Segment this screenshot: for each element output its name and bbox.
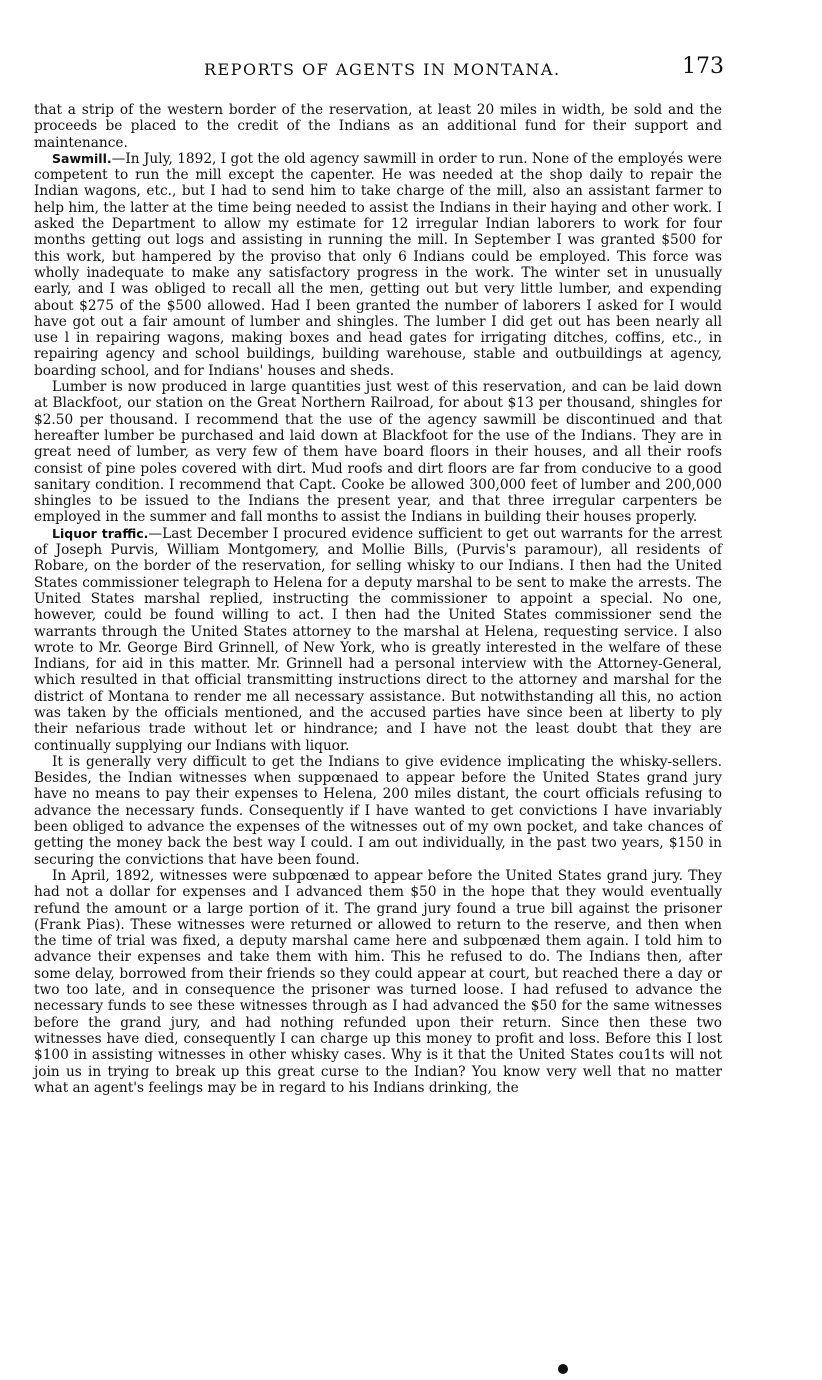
paragraph-text: Lumber is now produced in large quantities just west of this reservation, and can be laid down at Blackfoot, our station on the Great Northern Railroad, for about $13 per thousand, shingles for $2.50 per thousand. I recommend that the use of the agency sawmill be discontinued and that hereafter lumber be purchased and laid down at Blackfoot for the use of the Indians. They are in great need of lumber, as very few of them have board floors in their houses, and all their roofs consist of pine poles covered with dirt. Mud roofs and dirt floors are far from conducive to a good sanitary condition. I recommend that Capt. Cooke be allowed 300,000 feet of lumber and 200,000 shingles to be issued to the Indians the present year, and that three irregular carpenters be employed in the summer and fall months to assist the Indians in building their houses properly. [34, 379, 722, 526]
paragraph-text: —Last December I procured evidence sufficient to get out warrants for the arrest of Joseph Purvis, William Montgomery, and Mollie Bills, (Purvis's paramour), all residents of Robare, on the border of the reservation, for selling whisky to our Indians. I then had the United States commissioner telegraph to Helena for a deputy marshal to be sent to make the arrests. The United States marshal replied, instructing the commissioner to appoint a special. No one, however, could be found willing to act. I then had the United States commissioner send the warrants through the United States attorney to the marshal at Helena, requesting service. I also wrote to Mr. George Bird Grinnell, of New York, who is greatly interested in the welfare of these Indians, for aid in this matter. Mr. Grinnell had a personal interview with the Attorney-General, which resulted in that official transmitting instructions direct to the attorney and marshal for the district of Montana to render me all necessary assistance. But notwithstanding all this, no action was taken by the officials mentioned, and the accused parties have since been at liberty to ply their nefarious trade without let or hindrance; and I have not the least doubt that they are continually supplying our Indians with liquor. [34, 525, 722, 754]
paragraph-reservation-sale [34, 102, 722, 151]
paragraph-witnesses [34, 754, 722, 868]
paragraph-grand-jury [34, 868, 722, 1096]
printer-mark [558, 1364, 568, 1374]
body-text [34, 102, 722, 1096]
paragraph-text: In April, 1892, witnesses were subpœnæd to appear before the United States grand jury. They had not a dollar for expenses and I advanced them $50 in the hope that they would eventually refund the amount or a large portion of it. The grand jury found a true bill against the prisoner (Frank Pias). These witnesses were returned or allowed to return to the reserve, and then when the time of trial was fixed, a deputy marshal came here and subpœnæd them again. I told him to advance their expenses and take them with him. This he refused to do. The Indians then, after some delay, borrowed from their friends so they could appear at court, but reached there a day or two too late, and in consequence the prisoner was turned loose. I had refused to advance the necessary funds to see these witnesses through as I had advanced the $50 for the same witnesses before the grand jury, and had nothing refunded upon their return. Since then these two witnesses have died, consequently I can charge up this money to profit and loss. Before this I lost $100 in assisting witnesses in other whisky cases. Why is it that the United States cou1ts will not join us in trying to break up this great curse to the Indian? You know very well that no matter what an agent's feelings may be in regard to his Indians drinking, the [34, 867, 722, 1096]
page-number: 173 [682, 54, 724, 79]
page-header [34, 56, 724, 86]
paragraph-sawmill [34, 151, 722, 379]
paragraph-text: —In July, 1892, I got the old agency sawmill in order to run. None of the employés were competent to run the mill except the capenter. He was needed at the shop daily to repair the Indian wagons, etc., but I had to send him to take charge of the mill, also an assistant farmer to help him, the latter at the time being needed to assist the Indians in their haying and other work. I asked the Department to allow my estimate for 12 irregular Indian laborers to work for four months getting out logs and assisting in running the mill. In September I was granted $500 for this work, but hampered by the proviso that only 6 Indians could be employed. This force was wholly inadequate to make any satisfactory progress in the work. The winter set in unusually early, and I was obliged to recall all the men, getting out but very little lumber, and expending about $275 of the $500 allowed. Had I been granted the number of laborers I asked for I would have got out a fair amount of lumber and shingles. The lumber I did get out has been nearly all use l in repairing wagons, making boxes and head gates for irrigating ditches, coffins, etc., in repairing agency and school buildings, building warehouse, stable and outbuildings at agency, boarding school, and for Indians' houses and sheds. [34, 150, 722, 379]
paragraph-liquor-traffic [34, 526, 722, 754]
paragraph-text: that a strip of the western border of the reservation, at least 20 miles in width, be sold and the proceeds be placed to the credit of the Indians as an additional fund for their support and maintenance. [34, 102, 722, 151]
section-heading-liquor-traffic: Liquor traffic. [52, 525, 149, 541]
paragraph-text: It is generally very difficult to get the Indians to give evidence implicating the whisky-sellers. Besides, the Indian witnesses when suppœnaed to appear before the United States grand jury have no means to pay their expenses to Helena, 200 miles distant, the court officials refusing to advance the necessary funds. Consequently if I have wanted to get convictions I have invariably been obliged to advance the expenses of the witnesses out of my own pocket, and take chances of getting the money back the best way I could. I am out individually, in the past two years, $150 in securing the convictions that have been found. [34, 753, 722, 868]
section-heading-sawmill: Sawmill. [52, 150, 112, 166]
paragraph-lumber [34, 379, 722, 526]
running-title: REPORTS OF AGENTS IN MONTANA. [204, 60, 561, 79]
